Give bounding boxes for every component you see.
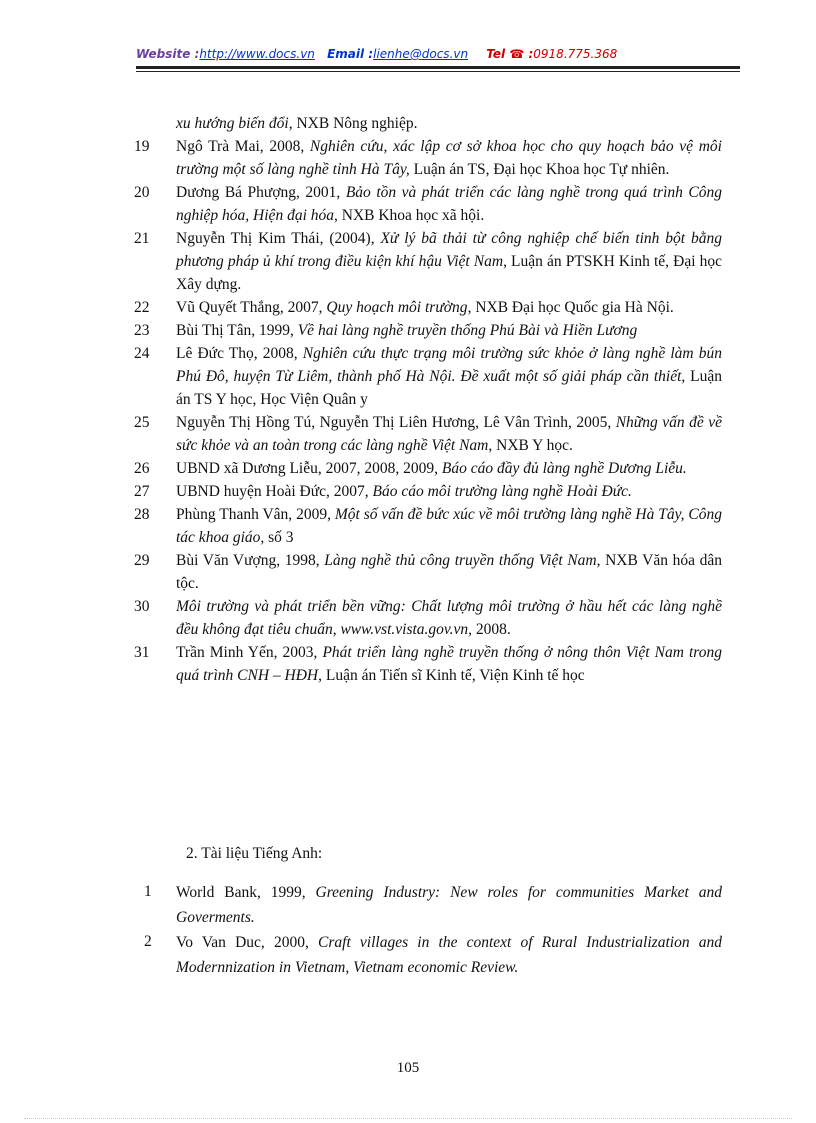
reference-title: Xử lý bã thải từ công nghiệp chế biến tinh bột bằng phương pháp ủ khí trong điều kiện khí hậu Việt Nam xyxy=(176,230,722,270)
phone-number: 0918.775.368 xyxy=(533,47,618,61)
reference-author: Nguyễn Thị Kim Thái, (2004), xyxy=(176,230,381,247)
reference-entry xyxy=(0,503,816,549)
reference-author: Bùi Thị Tân, 1999, xyxy=(176,322,298,339)
bottom-divider xyxy=(24,1118,792,1119)
reference-publisher: số 3 xyxy=(264,529,294,546)
reference-number: 25 xyxy=(134,414,150,431)
reference-number: 23 xyxy=(134,322,150,339)
reference-author: Phùng Thanh Vân, 2009, xyxy=(176,506,335,523)
reference-title: Một số vấn đề bức xúc về môi trường làng nghề Hà Tây, Công tác khoa giáo, xyxy=(176,506,722,546)
reference-text xyxy=(176,227,722,296)
reference-text xyxy=(176,135,722,181)
email-label: Email : xyxy=(327,47,374,61)
reference-entry xyxy=(0,549,816,595)
reference-text xyxy=(176,112,722,135)
reference-author: UBND xã Dương Liễu, 2007, 2008, 2009, xyxy=(176,460,442,477)
page-header xyxy=(136,47,746,67)
reference-publisher: , NXB Văn hóa dân tộc. xyxy=(176,552,723,592)
reference-entry xyxy=(0,319,816,342)
reference-publisher: , NXB Nông nghiệp. xyxy=(288,115,418,132)
reference-title: Báo cáo môi trường làng nghề Hoài Đức. xyxy=(372,483,632,500)
reference-publisher: , Luận án Tiến sĩ Kinh tế, Viện Kinh tế học xyxy=(318,667,585,684)
reference-number: 26 xyxy=(134,460,150,477)
reference-author: Ngô Trà Mai, 2008, xyxy=(176,138,310,155)
reference-title: Craft villages in the context of Rural Industrialization and Modernnization in Vietnam, Vietnam economic Review. xyxy=(176,934,722,976)
reference-author: Lê Đức Thọ, 2008, xyxy=(176,345,303,362)
reference-number: 20 xyxy=(134,184,150,201)
header-divider-thin xyxy=(136,71,740,72)
reference-number: 27 xyxy=(134,483,150,500)
reference-entry xyxy=(0,480,816,503)
reference-text xyxy=(176,181,722,227)
reference-title: Phát triển làng nghề truyền thống ở nông thôn Việt Nam trong quá trình CNH – HĐH xyxy=(176,644,722,684)
reference-number: 22 xyxy=(134,299,150,316)
reference-number: 31 xyxy=(134,644,150,661)
reference-entry xyxy=(0,227,816,296)
reference-text xyxy=(176,930,722,980)
reference-entry xyxy=(0,880,816,930)
reference-author: UBND huyện Hoài Đức, 2007, xyxy=(176,483,373,500)
reference-number: 29 xyxy=(134,552,150,569)
tel-label: Tel ☎ : xyxy=(486,47,534,61)
reference-number: 28 xyxy=(134,506,150,523)
email-link[interactable]: lienhe@docs.vn xyxy=(373,47,469,61)
reference-author: Vũ Quyết Thắng, 2007, xyxy=(176,299,327,316)
reference-publisher: , NXB Y học. xyxy=(488,437,573,454)
reference-text xyxy=(176,480,722,503)
reference-author: World Bank, 1999, xyxy=(176,884,316,901)
reference-number: 2 xyxy=(144,933,152,950)
reference-entry xyxy=(0,296,816,319)
reference-entry xyxy=(0,135,816,181)
reference-entry xyxy=(0,595,816,641)
reference-title: Môi trường và phát triển bền vững: Chất lượng môi trường ở hầu hết các làng nghề đều không đạt tiêu chuẩn, www.vst.vista.gov.vn, xyxy=(176,598,722,638)
reference-publisher: , Luận án TS Y học, Học Viện Quân y xyxy=(176,368,722,408)
reference-title: Nghiên cứu, xác lập cơ sở khoa học cho quy hoạch bảo vệ môi trường một số làng nghề tỉnh Hà Tây, xyxy=(176,138,722,178)
reference-number: 30 xyxy=(134,598,150,615)
reference-author: Vo Van Duc, 2000, xyxy=(176,934,319,951)
reference-publisher: Luận án TS, Đại học Khoa học Tự nhiên. xyxy=(409,161,670,178)
reference-author: Nguyễn Thị Hồng Tú, Nguyễn Thị Liên Hương, Lê Vân Trình, 2005, xyxy=(176,414,616,431)
reference-author: Bùi Văn Vượng, 1998, xyxy=(176,552,325,569)
reference-publisher: , NXB Đại học Quốc gia Hà Nội. xyxy=(467,299,674,316)
reference-number: 21 xyxy=(134,230,150,247)
reference-title: Greening Industry: New roles for communities Market and Goverments. xyxy=(176,884,722,926)
reference-publisher: 2008. xyxy=(472,621,511,638)
reference-entry xyxy=(0,457,816,480)
reference-entry xyxy=(0,112,816,135)
reference-title: Về hai làng nghề truyền thống Phú Bài và Hiền Lương xyxy=(297,322,638,339)
reference-text xyxy=(176,457,722,480)
reference-title: Bảo tồn và phát triển các làng nghề trong quá trình Công nghiệp hóa, Hiện đại hóa xyxy=(176,184,722,224)
english-reference-list xyxy=(0,880,816,980)
header-divider-thick xyxy=(136,66,740,69)
reference-title: Quy hoạch môi trường xyxy=(326,299,468,316)
reference-text xyxy=(176,595,722,641)
reference-author: Trần Minh Yến, 2003, xyxy=(176,644,323,661)
reference-number: 19 xyxy=(134,138,150,155)
reference-title: Làng nghề thủ công truyền thống Việt Nam xyxy=(324,552,597,569)
reference-entry xyxy=(0,181,816,227)
reference-number: 1 xyxy=(144,883,152,900)
reference-title: Báo cáo đầy đủ làng nghề Dương Liễu. xyxy=(441,460,687,477)
website-link[interactable]: http://www.docs.vn xyxy=(199,47,315,61)
reference-text xyxy=(176,411,722,457)
reference-text xyxy=(176,342,722,411)
reference-publisher: , Luận án PTSKH Kinh tế, Đại học Xây dựng. xyxy=(176,253,722,293)
reference-text xyxy=(176,549,722,595)
reference-publisher: , NXB Khoa học xã hội. xyxy=(334,207,485,224)
page-number: 105 xyxy=(396,1060,420,1076)
reference-author: Dương Bá Phượng, 2001, xyxy=(176,184,346,201)
reference-title: xu hướng biến đổi xyxy=(176,115,289,132)
reference-text xyxy=(176,319,722,342)
reference-entry xyxy=(0,641,816,687)
website-label: Website : xyxy=(136,47,200,61)
reference-title: Những vấn đề về sức khỏe và an toàn trong các làng nghề Việt Nam xyxy=(176,414,723,454)
reference-entry xyxy=(0,342,816,411)
reference-entry xyxy=(0,411,816,457)
vietnamese-reference-list xyxy=(0,112,816,687)
reference-text xyxy=(176,880,722,930)
reference-title: Nghiên cứu thực trạng môi trường sức khỏe ở làng nghề làm bún Phú Đô, huyện Từ Liêm, thành phố Hà Nội. Đề xuất một số giải pháp cần thiết xyxy=(176,345,722,385)
reference-text xyxy=(176,296,722,319)
reference-text xyxy=(176,641,722,687)
reference-number: 24 xyxy=(134,345,150,362)
section-title-english: 2. Tài liệu Tiếng Anh: xyxy=(186,845,323,862)
reference-entry xyxy=(0,930,816,980)
reference-text xyxy=(176,503,722,549)
